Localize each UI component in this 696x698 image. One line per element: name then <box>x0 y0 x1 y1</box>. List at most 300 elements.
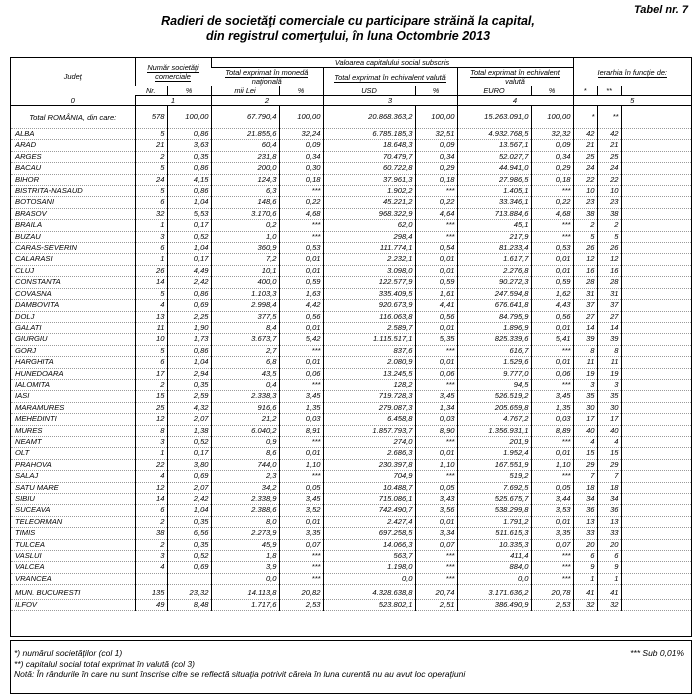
cell-up: 0,01 <box>415 254 457 265</box>
cell-lp: 0,01 <box>279 448 323 459</box>
cell-e: 884,0 <box>457 562 531 573</box>
header-usd-unit: USD <box>323 86 415 96</box>
header-total-lei-text: Total exprimat în monedă naţională <box>225 68 309 86</box>
cell-u: 920.673,9 <box>323 300 415 311</box>
cell-np: 1,04 <box>167 243 211 254</box>
cell-blank <box>621 471 691 482</box>
cell-l: 3,9 <box>211 562 279 573</box>
cell-ep: 0,22 <box>531 197 573 208</box>
cell-ep: 0,09 <box>531 140 573 151</box>
cell-r1: 2 <box>573 220 597 231</box>
cell-r2: 42 <box>597 129 621 140</box>
cell-r1: 11 <box>573 357 597 368</box>
cell-r1: 12 <box>573 254 597 265</box>
header-blank <box>621 86 691 96</box>
cell-l: 0,2 <box>211 220 279 231</box>
table-row <box>11 425 691 436</box>
cell-r1: 6 <box>573 551 597 562</box>
cell-blank <box>621 505 691 516</box>
cell-r2: 30 <box>597 402 621 413</box>
cell-np: 5,53 <box>167 208 211 219</box>
cell-lp: 1,63 <box>279 288 323 299</box>
cell-ep: 0,18 <box>531 174 573 185</box>
cell-r2: 16 <box>597 265 621 276</box>
table-row <box>11 562 691 573</box>
table-row <box>11 151 691 162</box>
cell-u: 279.087,3 <box>323 402 415 413</box>
cell-lp: 0,18 <box>279 174 323 185</box>
cell-e: 825.339,6 <box>457 334 531 345</box>
header-nr-pct: % <box>167 86 211 96</box>
cell-up: 0,01 <box>415 516 457 527</box>
cell-ep: 0,01 <box>531 265 573 276</box>
cell-blank <box>621 482 691 493</box>
cell-np: 0,69 <box>167 471 211 482</box>
cell-l: 8,0 <box>211 516 279 527</box>
cell-up: 0,01 <box>415 448 457 459</box>
cell-u: 704,9 <box>323 471 415 482</box>
cell-blank <box>621 414 691 425</box>
cell-ep: 0,01 <box>531 516 573 527</box>
cell-up: 0,22 <box>415 197 457 208</box>
cell-r2: 9 <box>597 562 621 573</box>
cell-ep: 0,59 <box>531 277 573 288</box>
table-row <box>11 197 691 208</box>
cell-r1: 29 <box>573 459 597 470</box>
cell-j: CALARASI <box>11 254 135 265</box>
cell-np: 4,49 <box>167 265 211 276</box>
cell-l: 14.113,8 <box>211 588 279 599</box>
cell-l: 43,5 <box>211 368 279 379</box>
cell-r1: 14 <box>573 322 597 333</box>
cell-r2: 37 <box>597 300 621 311</box>
cell-r2: 28 <box>597 277 621 288</box>
cell-blank <box>621 288 691 299</box>
cell-up: 4,41 <box>415 300 457 311</box>
cell-up: 1,10 <box>415 459 457 470</box>
cell-np: 2,42 <box>167 277 211 288</box>
cell-up: 0,56 <box>415 311 457 322</box>
cell-l: 916,6 <box>211 402 279 413</box>
cell-blank <box>621 436 691 447</box>
cell-np: 0,86 <box>167 345 211 356</box>
cell-u: 715.086,1 <box>323 494 415 505</box>
cell-n: 5 <box>135 129 167 140</box>
colnum-0: 0 <box>11 96 135 106</box>
cell-e: 1.405,1 <box>457 186 531 197</box>
cell-ep: 3,53 <box>531 505 573 516</box>
cell-u: 742.490,7 <box>323 505 415 516</box>
cell-r1: 40 <box>573 425 597 436</box>
table-row <box>11 163 691 174</box>
cell-n: 17 <box>135 368 167 379</box>
table-row <box>11 482 691 493</box>
table-row <box>11 243 691 254</box>
cell-r1: 20 <box>573 539 597 550</box>
cell-blank <box>621 379 691 390</box>
cell-r1: 30 <box>573 402 597 413</box>
cell-e: 1.791,2 <box>457 516 531 527</box>
cell-lp: *** <box>279 436 323 447</box>
cell-lp: 3,45 <box>279 494 323 505</box>
cell-blank <box>621 186 691 197</box>
cell-l: 10,1 <box>211 265 279 276</box>
cell-lp: *** <box>279 562 323 573</box>
cell-e: 676.641,8 <box>457 300 531 311</box>
cell-r1: 1 <box>573 573 597 584</box>
cell-j: VASLUI <box>11 551 135 562</box>
cell-blank <box>621 334 691 345</box>
cell-n: 13 <box>135 311 167 322</box>
cell-r2: 33 <box>597 528 621 539</box>
cell-j: NEAMT <box>11 436 135 447</box>
cell-np: 2,07 <box>167 482 211 493</box>
cell-u: 697.258,5 <box>323 528 415 539</box>
cell-l: 60,4 <box>211 140 279 151</box>
cell-n: 6 <box>135 197 167 208</box>
cell-r2: 14 <box>597 322 621 333</box>
cell-lp: 3,45 <box>279 391 323 402</box>
cell-j: IASI <box>11 391 135 402</box>
cell-r2: 15 <box>597 448 621 459</box>
cell-r2: 25 <box>597 151 621 162</box>
sub-note: *** Sub 0,01% <box>630 648 684 658</box>
cell-r2: 26 <box>597 243 621 254</box>
cell-r1: 16 <box>573 265 597 276</box>
table-row <box>11 414 691 425</box>
cell-lp: *** <box>279 471 323 482</box>
cell-r2: 36 <box>597 505 621 516</box>
cell-ep: 0,03 <box>531 414 573 425</box>
cell-r2: 39 <box>597 334 621 345</box>
cell-e: 52.027,7 <box>457 151 531 162</box>
cell-blank <box>621 151 691 162</box>
cell-blank <box>621 243 691 254</box>
cell-l: 2.998,4 <box>211 300 279 311</box>
cell-n: 49 <box>135 599 167 610</box>
cell-n: 11 <box>135 322 167 333</box>
cell-u: 2.686,3 <box>323 448 415 459</box>
cell-lp: 8,91 <box>279 425 323 436</box>
cell-blank <box>621 528 691 539</box>
cell-up: *** <box>415 573 457 584</box>
cell-n: 6 <box>135 243 167 254</box>
header-valoarea: Valoarea capitalului social subscris <box>211 58 573 68</box>
page-title <box>0 14 696 44</box>
cell-ep: 0,01 <box>531 254 573 265</box>
cell-r2: 17 <box>597 414 621 425</box>
cell-r1: 19 <box>573 368 597 379</box>
table-row <box>11 588 691 599</box>
cell-e: 4.767,2 <box>457 414 531 425</box>
cell-ep: 0,06 <box>531 368 573 379</box>
colnum-2: 2 <box>211 96 323 106</box>
cell-u: 1.902,2 <box>323 186 415 197</box>
cell-up: 0,54 <box>415 243 457 254</box>
cell-lp: 0,07 <box>279 539 323 550</box>
header-numar <box>135 58 211 86</box>
cell-np: 4,32 <box>167 402 211 413</box>
cell-np: 0,69 <box>167 562 211 573</box>
cell-r1: 37 <box>573 300 597 311</box>
cell-n: 14 <box>135 494 167 505</box>
cell-r1: 25 <box>573 151 597 162</box>
cell-e: 0,0 <box>457 573 531 584</box>
cell-lp: *** <box>279 186 323 197</box>
cell-l: 1,0 <box>211 231 279 242</box>
cell-u: 10.488,7 <box>323 482 415 493</box>
cell-up: 2,51 <box>415 599 457 610</box>
cell-ep: 0,01 <box>531 357 573 368</box>
cell-n: 12 <box>135 414 167 425</box>
header-lei-unit: mii Lei <box>211 86 279 96</box>
cell-np: 0,69 <box>167 300 211 311</box>
cell-n: 6 <box>135 357 167 368</box>
cell-j: SALAJ <box>11 471 135 482</box>
cell-e: 713.884,6 <box>457 208 531 219</box>
cell-j: BACAU <box>11 163 135 174</box>
header-lei-pct: % <box>279 86 323 96</box>
cell-lp: 1,10 <box>279 459 323 470</box>
cell-r2: 6 <box>597 551 621 562</box>
cell-e: 84.795,9 <box>457 311 531 322</box>
cell-np: 0,86 <box>167 129 211 140</box>
cell-r1: 26 <box>573 243 597 254</box>
cell-up: *** <box>415 379 457 390</box>
cell-j: IALOMITA <box>11 379 135 390</box>
cell-ep: *** <box>531 220 573 231</box>
header-ierarhia-text: Ierarhia în funcţie de: <box>597 67 667 77</box>
cell-np: 0,35 <box>167 379 211 390</box>
table-row <box>11 379 691 390</box>
cell-r1: 18 <box>573 482 597 493</box>
cell-e: 3.171.636,2 <box>457 588 531 599</box>
cell-j: MARAMURES <box>11 402 135 413</box>
cell-n: 5 <box>135 186 167 197</box>
cell-l: 2,7 <box>211 345 279 356</box>
cell-n: 2 <box>135 539 167 550</box>
cell-r1: 7 <box>573 471 597 482</box>
cell-ep: 4,68 <box>531 208 573 219</box>
total-rank-1: * <box>573 106 597 129</box>
header-judet-text: Judeţ <box>63 72 82 82</box>
table-row <box>11 599 691 610</box>
cell-n: 26 <box>135 265 167 276</box>
cell-np: 0,35 <box>167 539 211 550</box>
cell-np: 0,52 <box>167 231 211 242</box>
cell-e: 90.272,3 <box>457 277 531 288</box>
cell-n: 4 <box>135 562 167 573</box>
cell-ep: 0,53 <box>531 243 573 254</box>
cell-l: 0,4 <box>211 379 279 390</box>
cell-blank <box>621 402 691 413</box>
cell-up: 5,35 <box>415 334 457 345</box>
cell-lp: 0,05 <box>279 482 323 493</box>
cell-e: 247.594,8 <box>457 288 531 299</box>
cell-lp: 0,01 <box>279 254 323 265</box>
table-row <box>11 300 691 311</box>
cell-j: BIHOR <box>11 174 135 185</box>
cell-j: OLT <box>11 448 135 459</box>
cell-np: 2,07 <box>167 414 211 425</box>
cell-blank <box>621 300 691 311</box>
table-row <box>11 174 691 185</box>
cell-lp: *** <box>279 231 323 242</box>
cell-blank <box>621 174 691 185</box>
cell-l: 377,5 <box>211 311 279 322</box>
cell-r2: 7 <box>597 471 621 482</box>
cell-blank <box>621 425 691 436</box>
cell-j: GALATI <box>11 322 135 333</box>
table-row <box>11 573 691 584</box>
cell-u: 128,2 <box>323 379 415 390</box>
cell-ep: 3,45 <box>531 391 573 402</box>
cell-np <box>167 573 211 584</box>
cell-r2: 18 <box>597 482 621 493</box>
cell-np: 0,86 <box>167 163 211 174</box>
header-numar-text: Număr societăţi comerciale <box>147 63 199 81</box>
cell-n: 1 <box>135 254 167 265</box>
cell-lp: 20,82 <box>279 588 323 599</box>
header-ierarhia <box>573 58 691 86</box>
cell-lp: *** <box>279 551 323 562</box>
cell-e: 386.490,9 <box>457 599 531 610</box>
cell-lp: 0,03 <box>279 414 323 425</box>
cell-n: 5 <box>135 288 167 299</box>
table-row <box>11 494 691 505</box>
cell-up: 0,34 <box>415 151 457 162</box>
cell-np: 23,32 <box>167 588 211 599</box>
cell-l: 0,9 <box>211 436 279 447</box>
cell-e: 616,7 <box>457 345 531 356</box>
table-row <box>11 129 691 140</box>
cell-l: 2.388,6 <box>211 505 279 516</box>
notes <box>14 648 465 680</box>
cell-ep: 0,01 <box>531 322 573 333</box>
cell-blank <box>621 231 691 242</box>
cell-n: 5 <box>135 163 167 174</box>
total-nr-pct: 100,00 <box>167 106 211 129</box>
cell-l: 34,2 <box>211 482 279 493</box>
column-number-row <box>11 96 691 106</box>
cell-blank <box>621 254 691 265</box>
cell-e: 1.356.931,1 <box>457 425 531 436</box>
cell-lp: 0,01 <box>279 322 323 333</box>
cell-n: 8 <box>135 425 167 436</box>
cell-j: BOTOSANI <box>11 197 135 208</box>
table-row <box>11 516 691 527</box>
cell-j: HARGHITA <box>11 357 135 368</box>
cell-u: 4.328.638,8 <box>323 588 415 599</box>
cell-up: 1,61 <box>415 288 457 299</box>
total-eur: 15.263.091,0 <box>457 106 531 129</box>
cell-l: 45,9 <box>211 539 279 550</box>
cell-r2: 23 <box>597 197 621 208</box>
cell-up: 4,64 <box>415 208 457 219</box>
cell-n: 1 <box>135 220 167 231</box>
cell-up: 3,45 <box>415 391 457 402</box>
table-row <box>11 322 691 333</box>
cell-e: 201,9 <box>457 436 531 447</box>
cell-n: 32 <box>135 208 167 219</box>
cell-e: 1.896,9 <box>457 322 531 333</box>
cell-e: 205.659,8 <box>457 402 531 413</box>
cell-j: TELEORMAN <box>11 516 135 527</box>
cell-n: 3 <box>135 436 167 447</box>
cell-lp: 4,68 <box>279 208 323 219</box>
cell-r1: 28 <box>573 277 597 288</box>
total-usd-pct: 100,00 <box>415 106 457 129</box>
cell-up: 32,51 <box>415 129 457 140</box>
cell-blank <box>621 459 691 470</box>
cell-np: 0,17 <box>167 254 211 265</box>
cell-r1: 10 <box>573 186 597 197</box>
cell-lp: 0,34 <box>279 151 323 162</box>
cell-n: 4 <box>135 300 167 311</box>
cell-u: 14.066,3 <box>323 539 415 550</box>
cell-j: CLUJ <box>11 265 135 276</box>
cell-j: TULCEA <box>11 539 135 550</box>
cell-r2: 19 <box>597 368 621 379</box>
cell-blank <box>621 345 691 356</box>
cell-u: 18.648,3 <box>323 140 415 151</box>
cell-ep: 0,34 <box>531 151 573 162</box>
total-lei: 67.790,4 <box>211 106 279 129</box>
table-row <box>11 186 691 197</box>
cell-r2: 20 <box>597 539 621 550</box>
cell-ep: 3,35 <box>531 528 573 539</box>
cell-up: 20,74 <box>415 588 457 599</box>
cell-l: 7,2 <box>211 254 279 265</box>
cell-u: 1.857.793,7 <box>323 425 415 436</box>
cell-j: COVASNA <box>11 288 135 299</box>
cell-e: 7.692,5 <box>457 482 531 493</box>
cell-j: MURES <box>11 425 135 436</box>
cell-blank <box>621 539 691 550</box>
cell-ep: *** <box>531 186 573 197</box>
cell-r2: 12 <box>597 254 621 265</box>
cell-r1: 34 <box>573 494 597 505</box>
table-row <box>11 140 691 151</box>
table-row <box>11 448 691 459</box>
cell-blank <box>621 140 691 151</box>
cell-up: 1,34 <box>415 402 457 413</box>
cell-ep: 1,35 <box>531 402 573 413</box>
cell-r2: 34 <box>597 494 621 505</box>
colnum-5: 5 <box>573 96 691 106</box>
cell-blank <box>621 599 691 610</box>
table-row <box>11 220 691 231</box>
cell-r1: 21 <box>573 140 597 151</box>
cell-n: 135 <box>135 588 167 599</box>
header-nr: Nr. <box>135 86 167 96</box>
total-label: Total ROMÂNIA, din care: <box>11 106 135 129</box>
cell-ep: 1,62 <box>531 288 573 299</box>
header-rank-dstar: ** <box>597 86 621 96</box>
cell-np: 0,35 <box>167 516 211 527</box>
cell-j: SIBIU <box>11 494 135 505</box>
cell-ep: 0,01 <box>531 448 573 459</box>
cell-blank <box>621 129 691 140</box>
cell-r2: 3 <box>597 379 621 390</box>
cell-np: 0,86 <box>167 288 211 299</box>
cell-up: 0,18 <box>415 174 457 185</box>
cell-e: 27.986,5 <box>457 174 531 185</box>
header-total-eur <box>457 68 573 87</box>
cell-j: CARAS-SEVERIN <box>11 243 135 254</box>
cell-u: 719.728,3 <box>323 391 415 402</box>
cell-r2: 31 <box>597 288 621 299</box>
